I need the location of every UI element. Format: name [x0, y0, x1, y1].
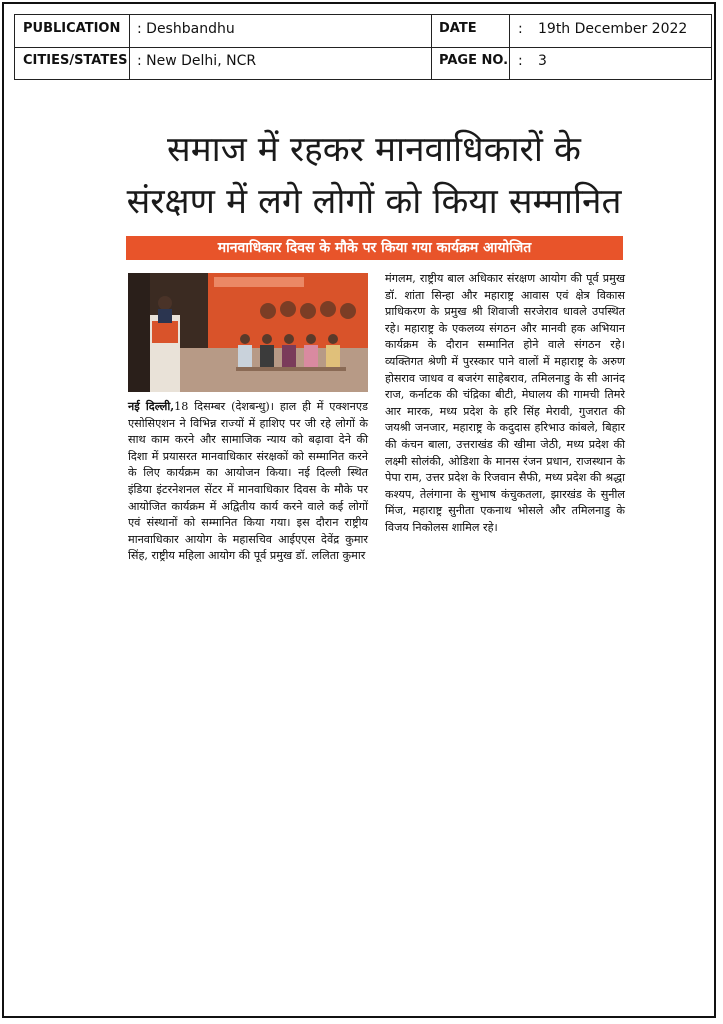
- date-value: 19th December 2022: [538, 21, 688, 37]
- article-column-2: [385, 271, 625, 537]
- meta-row-cities: [15, 47, 711, 79]
- divider: [431, 47, 432, 79]
- meta-row-publication: [15, 15, 711, 48]
- divider: [129, 47, 130, 79]
- publication-label: PUBLICATION: [23, 21, 121, 36]
- cities-value: : New Delhi, NCR: [137, 53, 257, 69]
- clipping-meta-table: [14, 14, 712, 80]
- article-column-1: [128, 398, 368, 565]
- divider: [431, 15, 432, 47]
- page-colon: :: [518, 53, 523, 69]
- article-body-col2: मंगलम, राष्ट्रीय बाल अधिकार संरक्षण आयोग की पूर्व प्रमुख डॉ. शांता सिन्हा और महाराष्ट्र आवास एवं क्षेत्र विकास प्राधिकरण के प्रमुख श्री शिवाजी सरजेराव धावले उपस्थित रहे। महाराष्ट्र के एकलव्य संगठन और मानवी हक अभियान कार्यक्रम के दौरान सम्मानित होने वाले संगठन रहे। व्यक्तिगत श्रेणी में पुरस्कार पाने वालों में महाराष्ट्र के अरुण होसराव जाधव व बजरंग साहेबराव, तमिलनाडु के सी आनंद राज, कर्नाटक की चंद्रिका बीटी, मेघालय की गामची तिमरे आर मारक, मध्य प्रदेश के हरि सिंह मेरावी, गुजरात की जयश्री जनजार, महाराष्ट्र के कदुदास हरिभाउ कांबले, बिहार की कंचन बाला, उत्तराखंड की खीमा जेठी, मध्य प्रदेश की लक्ष्मी सोलंकी, ओडिशा के मानस रंजन प्रधान, राजस्थान के पेपा राम, उत्तर प्रदेश के रिजवान सैफी, मध्य प्रदेश की श्रद्धा कश्यप, तेलंगाना के सुभाष कंचुकतला, झारखंड के सुनील मिंज, महाराष्ट्र सुनीता एकनाथ भोसले और तमिलनाडु के विजय निकोलस शामिल रहे।: [385, 272, 625, 534]
- page-value: 3: [538, 53, 547, 69]
- event-photo-illustration: [128, 273, 368, 392]
- clipping-page: [2, 2, 716, 1018]
- headline-line-1: समाज में रहकर मानवाधिकारों के: [167, 130, 581, 170]
- article-subheadline: मानवाधिकार दिवस के मौके पर किया गया कार्यक्रम आयोजित: [126, 236, 623, 260]
- publication-value: : Deshbandhu: [137, 21, 235, 37]
- divider: [509, 15, 510, 47]
- cities-label: CITIES/STATES: [23, 53, 128, 68]
- article-dateline: नई दिल्ली,: [128, 399, 175, 413]
- divider: [129, 15, 130, 47]
- page-label: PAGE NO.: [439, 53, 509, 68]
- headline-line-2: संरक्षण में लगे लोगों को किया सम्मानित: [126, 182, 622, 222]
- divider: [509, 47, 510, 79]
- date-colon: :: [518, 21, 523, 37]
- article-headline: [114, 124, 634, 228]
- article-body-col1: 18 दिसम्बर (देशबन्धु)। हाल ही में एक्शनएड एसोसिएशन ने विभिन्न राज्यों में हाशिए पर जी रहे लोगों के साथ काम करने और सामाजिक न्याय को बढ़ावा देने की दिशा में प्रयासरत मानवाधिकार संरक्षकों को सम्मानित करने के लिए कार्यक्रम का आयोजन किया। नई दिल्ली स्थित इंडिया इंटरनेशनल सेंटर में मानवाधिकार दिवस के मौके पर आयोजित कार्यक्रम में अद्वितीय कार्य करने वाले कई लोगों एवं संस्थानों को सम्मानित किया गया। इस दौरान राष्ट्रीय मानवाधिकार आयोग के महासचिव आईएएस देवेंद्र कुमार सिंह, राष्ट्रीय महिला आयोग की पूर्व प्रमुख डॉ. ललिता कुमार: [128, 400, 369, 563]
- date-label: DATE: [439, 21, 477, 36]
- event-photo: [128, 273, 368, 392]
